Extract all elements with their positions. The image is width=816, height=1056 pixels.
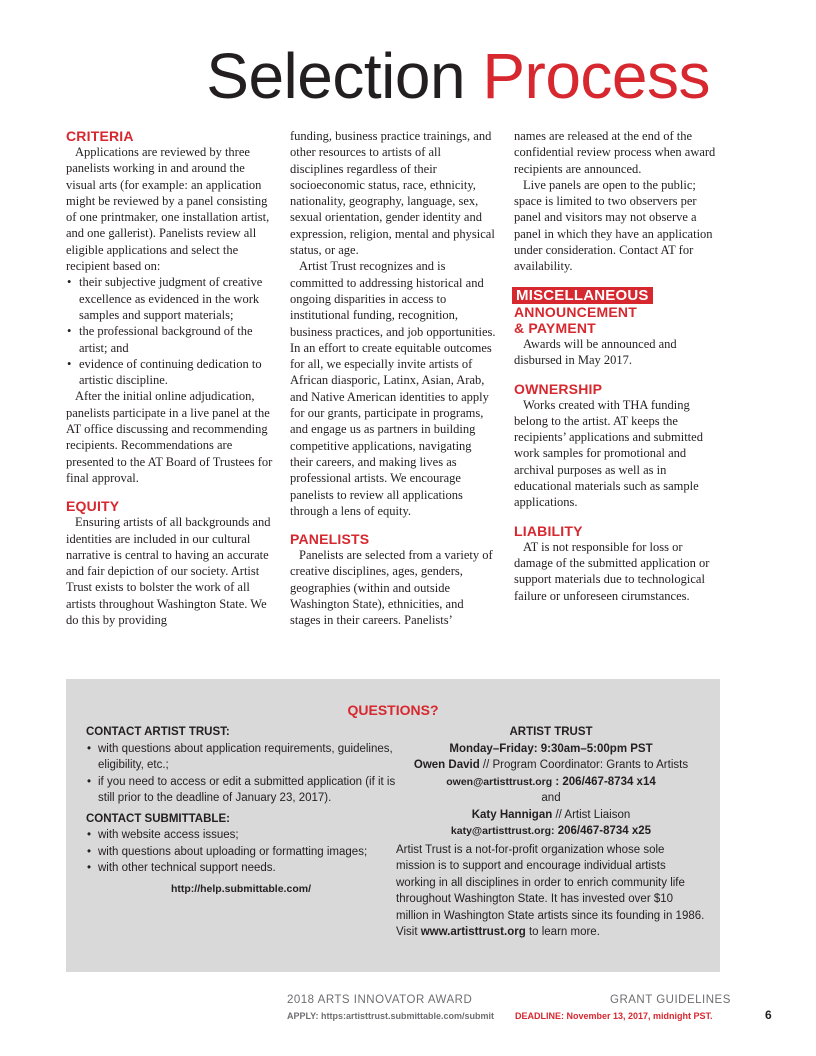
- contact-artist-trust-item: • with questions about application requirements, guidelines, eligibility, etc.;: [86, 741, 396, 774]
- office-hours: Monday–Friday: 9:30am–5:00pm PST: [449, 742, 653, 755]
- contact-submittable-item: • with website access issues;: [86, 827, 396, 844]
- miscellaneous-section: [514, 287, 719, 304]
- contact-artist-trust-item: • if you need to access or edit a submitted application (if it is still prior to the deadline of January 23, 2017).: [86, 774, 396, 807]
- liability-heading: LIABILITY: [514, 522, 583, 539]
- footer-guidelines: GRANT GUIDELINES: [610, 994, 731, 1006]
- ownership-heading: OWNERSHIP: [514, 380, 603, 397]
- announcement-heading-line-1: ANNOUNCEMENT: [514, 303, 637, 320]
- footer-deadline: DEADLINE: November 13, 2017, midnight PST.: [515, 1011, 713, 1021]
- page-title: [206, 38, 710, 114]
- column-2: [290, 128, 496, 629]
- questions-box: [66, 679, 720, 972]
- criteria-bullet: • evidence of continuing dedication to artistic discipline.: [66, 356, 273, 389]
- criteria-bullet: • their subjective judgment of creative excellence as evidenced in the work samples and support materials;: [66, 274, 273, 323]
- contact-1-email[interactable]: owen@artisttrust.org: [446, 775, 553, 788]
- equity-heading: EQUITY: [66, 498, 120, 515]
- equity-paragraph-1: Ensuring artists of all backgrounds and identities are included in our cultural narrative is central to having an accurate and fair depiction of our society. Artist Trust exists to bolster the work of all artists throughout Washington State. We do this by providing: [66, 515, 271, 628]
- panelists-paragraph-2: Live panels are open to the public; space is limited to two observers per panel and visitors may not observe a panel in which they have an application under consideration. Contact AT for availability.: [514, 177, 713, 274]
- criteria-bullet: • the professional background of the artist; and: [66, 323, 273, 356]
- org-description: [396, 842, 706, 941]
- contact-1: [396, 757, 706, 774]
- org-description-text: Artist Trust is a not-for-profit organization whose sole mission is to support and encourage individual artists working in all disciplines in order to enrich community life throughout Washington State. It has invested over $10 million in Washington State artists since its founding in 1986. Visit: [396, 843, 705, 938]
- footer-award-name: 2018 ARTS INNOVATOR AWARD: [287, 994, 473, 1006]
- contact-2: [396, 807, 706, 824]
- contact-2-details: [396, 823, 706, 840]
- questions-contacts-right: [396, 724, 706, 941]
- contact-2-role: // Artist Liaison: [555, 808, 631, 821]
- contact-submittable-item: • with questions about uploading or formatting images;: [86, 844, 396, 861]
- ownership-paragraph: Works created with THA funding belong to the artist. AT keeps the recipients’ applications and submitted work samples for promotional and archival purposes as well as in educational materials such as sample applications.: [514, 397, 703, 510]
- criteria-paragraph-1: Applications are reviewed by three panelists working in and around the visual arts (for example: an application might be reviewed by a panel consisting of one printmaker, one installation artist, and one gallerist). Panelists review all eligible applications and select the recipient based on:: [66, 145, 270, 274]
- footer-apply-link[interactable]: APPLY: https:artisttrust.submittable.com/submit: [287, 1011, 495, 1021]
- criteria-bullet-list: [66, 274, 273, 388]
- announcement-paragraph: Awards will be announced and disbursed in May 2017.: [514, 336, 677, 368]
- questions-title: QUESTIONS?: [347, 702, 439, 718]
- contact-1-phone: : 206/467-8734 x14: [555, 775, 656, 788]
- criteria-paragraph-2: After the initial online adjudication, panelists participate in a live panel at the AT office discussing and recommending recipients. Recommendations are presented to the AT Board of Trustees for final approval.: [66, 389, 273, 485]
- equity-paragraph-2: Artist Trust recognizes and is committed to addressing historical and ongoing disparities in access to institutional funding, recognition, business practices, and job opportunities. In an effort to create equitable outcomes for all, we especially invite artists of African diasporic, Latinx, Asian, Arab, and Native American identities to apply for our grants, participate in programs, and engage us as partners in building competitive applications, navigating their careers, and making lives as professional artists. We encourage panelists to review all applications through a lens of equity.: [290, 259, 496, 518]
- contact-submittable-list: [86, 827, 396, 877]
- contact-artist-trust-list: [86, 741, 396, 807]
- contact-2-phone: 206/467-8734 x25: [557, 825, 652, 837]
- and-text: and: [541, 792, 561, 804]
- contact-2-name: Katy Hannigan: [471, 808, 553, 821]
- contact-2-email[interactable]: katy@artisttrust.org:: [450, 825, 555, 837]
- column-1: [66, 128, 273, 628]
- org-name: ARTIST TRUST: [509, 726, 593, 738]
- panelists-paragraph-1: Panelists are selected from a variety of creative disciplines, ages, genders, geographies (within and outside Washington State), ethnicities, and stages in their careers. Panelists’: [290, 548, 493, 628]
- page-number: 6: [765, 1008, 772, 1022]
- announcement-heading: [514, 304, 719, 336]
- contact-artist-trust-heading: CONTACT ARTIST TRUST:: [86, 726, 230, 738]
- title-word-selection: Selection: [206, 40, 466, 112]
- equity-paragraph-1-continued: funding, business practice trainings, and other resources to artists of all disciplines regardless of their socioeconomic status, race, ethnicity, nationality, geography, language, sex, sexual orientation, gender identity and expression, religion, mental and physical status, or age.: [290, 129, 495, 258]
- contact-submittable-item: • with other technical support needs.: [86, 860, 396, 877]
- liability-paragraph: AT is not responsible for loss or damage of the submitted application or support materials due to technological failure or unforeseen cirumstances.: [514, 539, 710, 603]
- column-3: [514, 128, 719, 604]
- contact-submittable-heading: CONTACT SUBMITTABLE:: [86, 812, 230, 825]
- contact-1-details: [396, 774, 706, 791]
- contact-1-role: // Program Coordinator: Grants to Artists: [482, 759, 689, 771]
- criteria-heading: CRITERIA: [66, 128, 134, 144]
- announcement-heading-line-2: & PAYMENT: [514, 319, 596, 336]
- contact-1-name: Owen David: [413, 759, 480, 771]
- org-description-end: to learn more.: [528, 926, 600, 938]
- panelists-heading: PANELISTS: [290, 531, 370, 548]
- miscellaneous-tag: MISCELLANEOUS: [512, 287, 653, 304]
- questions-contacts-left: [86, 724, 396, 897]
- org-website-link[interactable]: www.artisttrust.org: [420, 926, 526, 938]
- submittable-help-link[interactable]: http://help.submittable.com/: [170, 882, 311, 895]
- panelists-paragraph-1-continued: names are released at the end of the confidential review process when award recipients are announced.: [514, 129, 716, 176]
- title-word-process: Process: [482, 40, 710, 112]
